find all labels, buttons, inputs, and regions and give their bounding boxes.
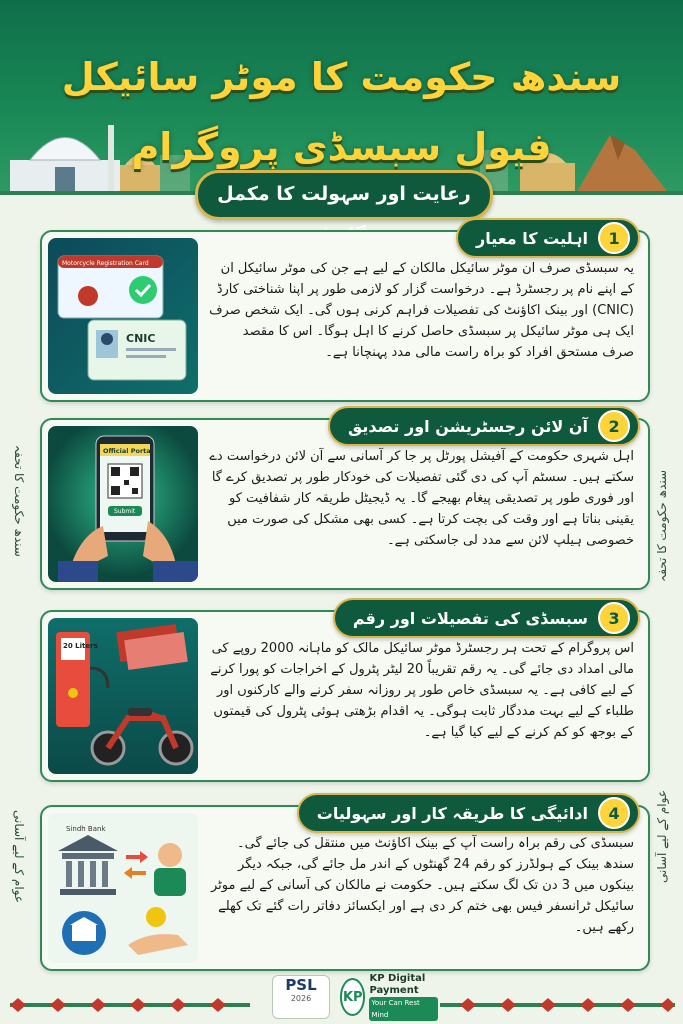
fuel-pump-motorcycle-icon [48, 618, 198, 774]
section-4-title: ادائیگی کا طریقہ کار اور سہولیات [316, 803, 588, 823]
section-2-number: 2 [598, 410, 630, 442]
registration-illustration [48, 426, 198, 582]
submit-label: Submit [114, 508, 136, 515]
section-1-title: اہلیت کا معیار [476, 228, 588, 248]
kp-logo-mark: KP [340, 978, 365, 1016]
section-subsidy-card [40, 610, 650, 782]
footer-pattern-left [10, 998, 250, 1012]
phone-qr-icon [48, 426, 198, 582]
section-3-text: اس پروگرام کے تحت ہر رجسٹرڈ موٹر سائیکل مالک کو ماہانہ 2000 روپے کی مالی امداد دی جائے گی۔ یہ رقم تقریباً 20 لیٹر پٹرول کے اخراجات کو پورا کرنے کے لیے کافی ہے۔ یہ سبسڈی خاص طور پر روزانہ سفر کرنے والے کارکنوں اور طلباء کے لیے بہت مددگار ثابت ہوگی۔ یہ اقدام بڑھتی ہوئی پٹرول کی قیمتوں کے بوجھ کو کم کرنے کے لیے کیا گیا ہے۔ [210, 641, 634, 740]
side-text-right-bottom: عوام کے لیے آسانی [655, 790, 669, 884]
section-payment-card [40, 805, 650, 971]
bank-transfer-icon [48, 813, 198, 963]
section-4-number: 4 [598, 797, 630, 829]
section-registration-card [40, 418, 650, 590]
kp-logo-text [369, 973, 438, 1021]
psl-logo-year: 2026 [290, 994, 312, 1003]
registration-card-label: Motorcycle Registration Card [62, 260, 149, 267]
portal-label: Official Portal [103, 447, 153, 455]
guide-subtitle-pill: رعایت اور سہولت کا مکمل [195, 170, 493, 220]
kp-logo-tagline: Your Can Rest Mind [369, 997, 438, 1021]
pump-liters-label: 20 Liters [63, 642, 98, 650]
header-banner [0, 0, 683, 195]
section-1-number: 1 [598, 222, 630, 254]
section-3-number: 3 [598, 602, 630, 634]
psl-logo [272, 975, 330, 1019]
subsidy-illustration [48, 618, 198, 774]
side-text-left-top: سندھ حکومت کا تحفہ [12, 445, 26, 557]
section-2-title: آن لائن رجسٹریشن اور تصدیق [347, 416, 588, 436]
kp-logo-name: KP Digital Payment [369, 973, 426, 996]
section-3-title: سبسڈی کی تفصیلات اور رقم [352, 608, 588, 628]
section-1-text: یہ سبسڈی صرف ان موٹر سائیکل مالکان کے لیے ہے جن کی موٹر سائیکل ان کے اپنے نام پر رجسٹرڈ ہے۔ درخواست گزار کو لازمی طور پر اپنا شناختی کارڈ (CNIC) اور بینک اکاؤنٹ کی تفصیلات فراہم کرنی ہوں گی۔ ایک شخص صرف ایک ہی موٹر سائیکل پر سبسڈی حاصل کرنے کا اہل ہوگا۔ اس کا مقصد صرف مستحق افراد کو براہ راست مالی مدد پہنچانا ہے۔ [209, 261, 634, 360]
psl-logo-text: PSL [285, 976, 317, 994]
eligibility-illustration [48, 238, 198, 394]
bank-label: Sindh Bank [66, 825, 106, 833]
page-title: سندھ حکومت کا موٹر سائیکل فیول سبسڈی پروگرام [61, 55, 622, 169]
side-text-right-top: سندھ حکومت کا تحفہ [655, 470, 669, 582]
kp-digital-payment-logo [340, 973, 438, 1019]
footer-pattern-right [440, 998, 675, 1012]
side-text-left-bottom: عوام کے لیے آسانی [12, 810, 26, 904]
cnic-label: CNIC [126, 332, 156, 345]
section-2-text: اہل شہری حکومت کے آفیشل پورٹل پر جا کر آسانی سے آن لائن درخواست دے سکتے ہیں۔ سسٹم آپ کی دی گئی تفصیلات کی خودکار طور پر تصدیق کرے گا اور فوری طور پر تصدیقی پیغام بھیجے گا۔ یہ ڈیجیٹل طریقہ کار شفافیت کو یقینی بناتا ہے اور وقت کی بچت کرتا ہے۔ کسی بھی مشکل کی صورت میں خصوصی ہیلپ لائن سے مدد لی جاسکتی ہے۔ [209, 449, 634, 548]
registration-card-icon [48, 238, 198, 394]
section-4-header [297, 793, 640, 833]
section-3-header [333, 598, 640, 638]
section-4-text: سبسڈی کی رقم براہ راست آپ کے بینک اکاؤنٹ میں منتقل کی جائے گی۔ سندھ بینک کے ہولڈرز کو رقم 24 گھنٹوں کے اندر مل جائے گی، جبکہ دیگر بینکوں میں 3 دن تک لگ سکتے ہیں۔ حکومت نے مالکان کی آسانی کے لیے موٹر سائیکل ٹرانسفر فیس بھی ختم کر دی ہے اور ایکسائز دفاتر رات گئے تک کھلے رکھے ہیں۔ [211, 836, 634, 935]
section-eligibility-card [40, 230, 650, 402]
section-2-header [328, 406, 640, 446]
payment-illustration [48, 813, 198, 963]
section-1-header [456, 218, 640, 258]
